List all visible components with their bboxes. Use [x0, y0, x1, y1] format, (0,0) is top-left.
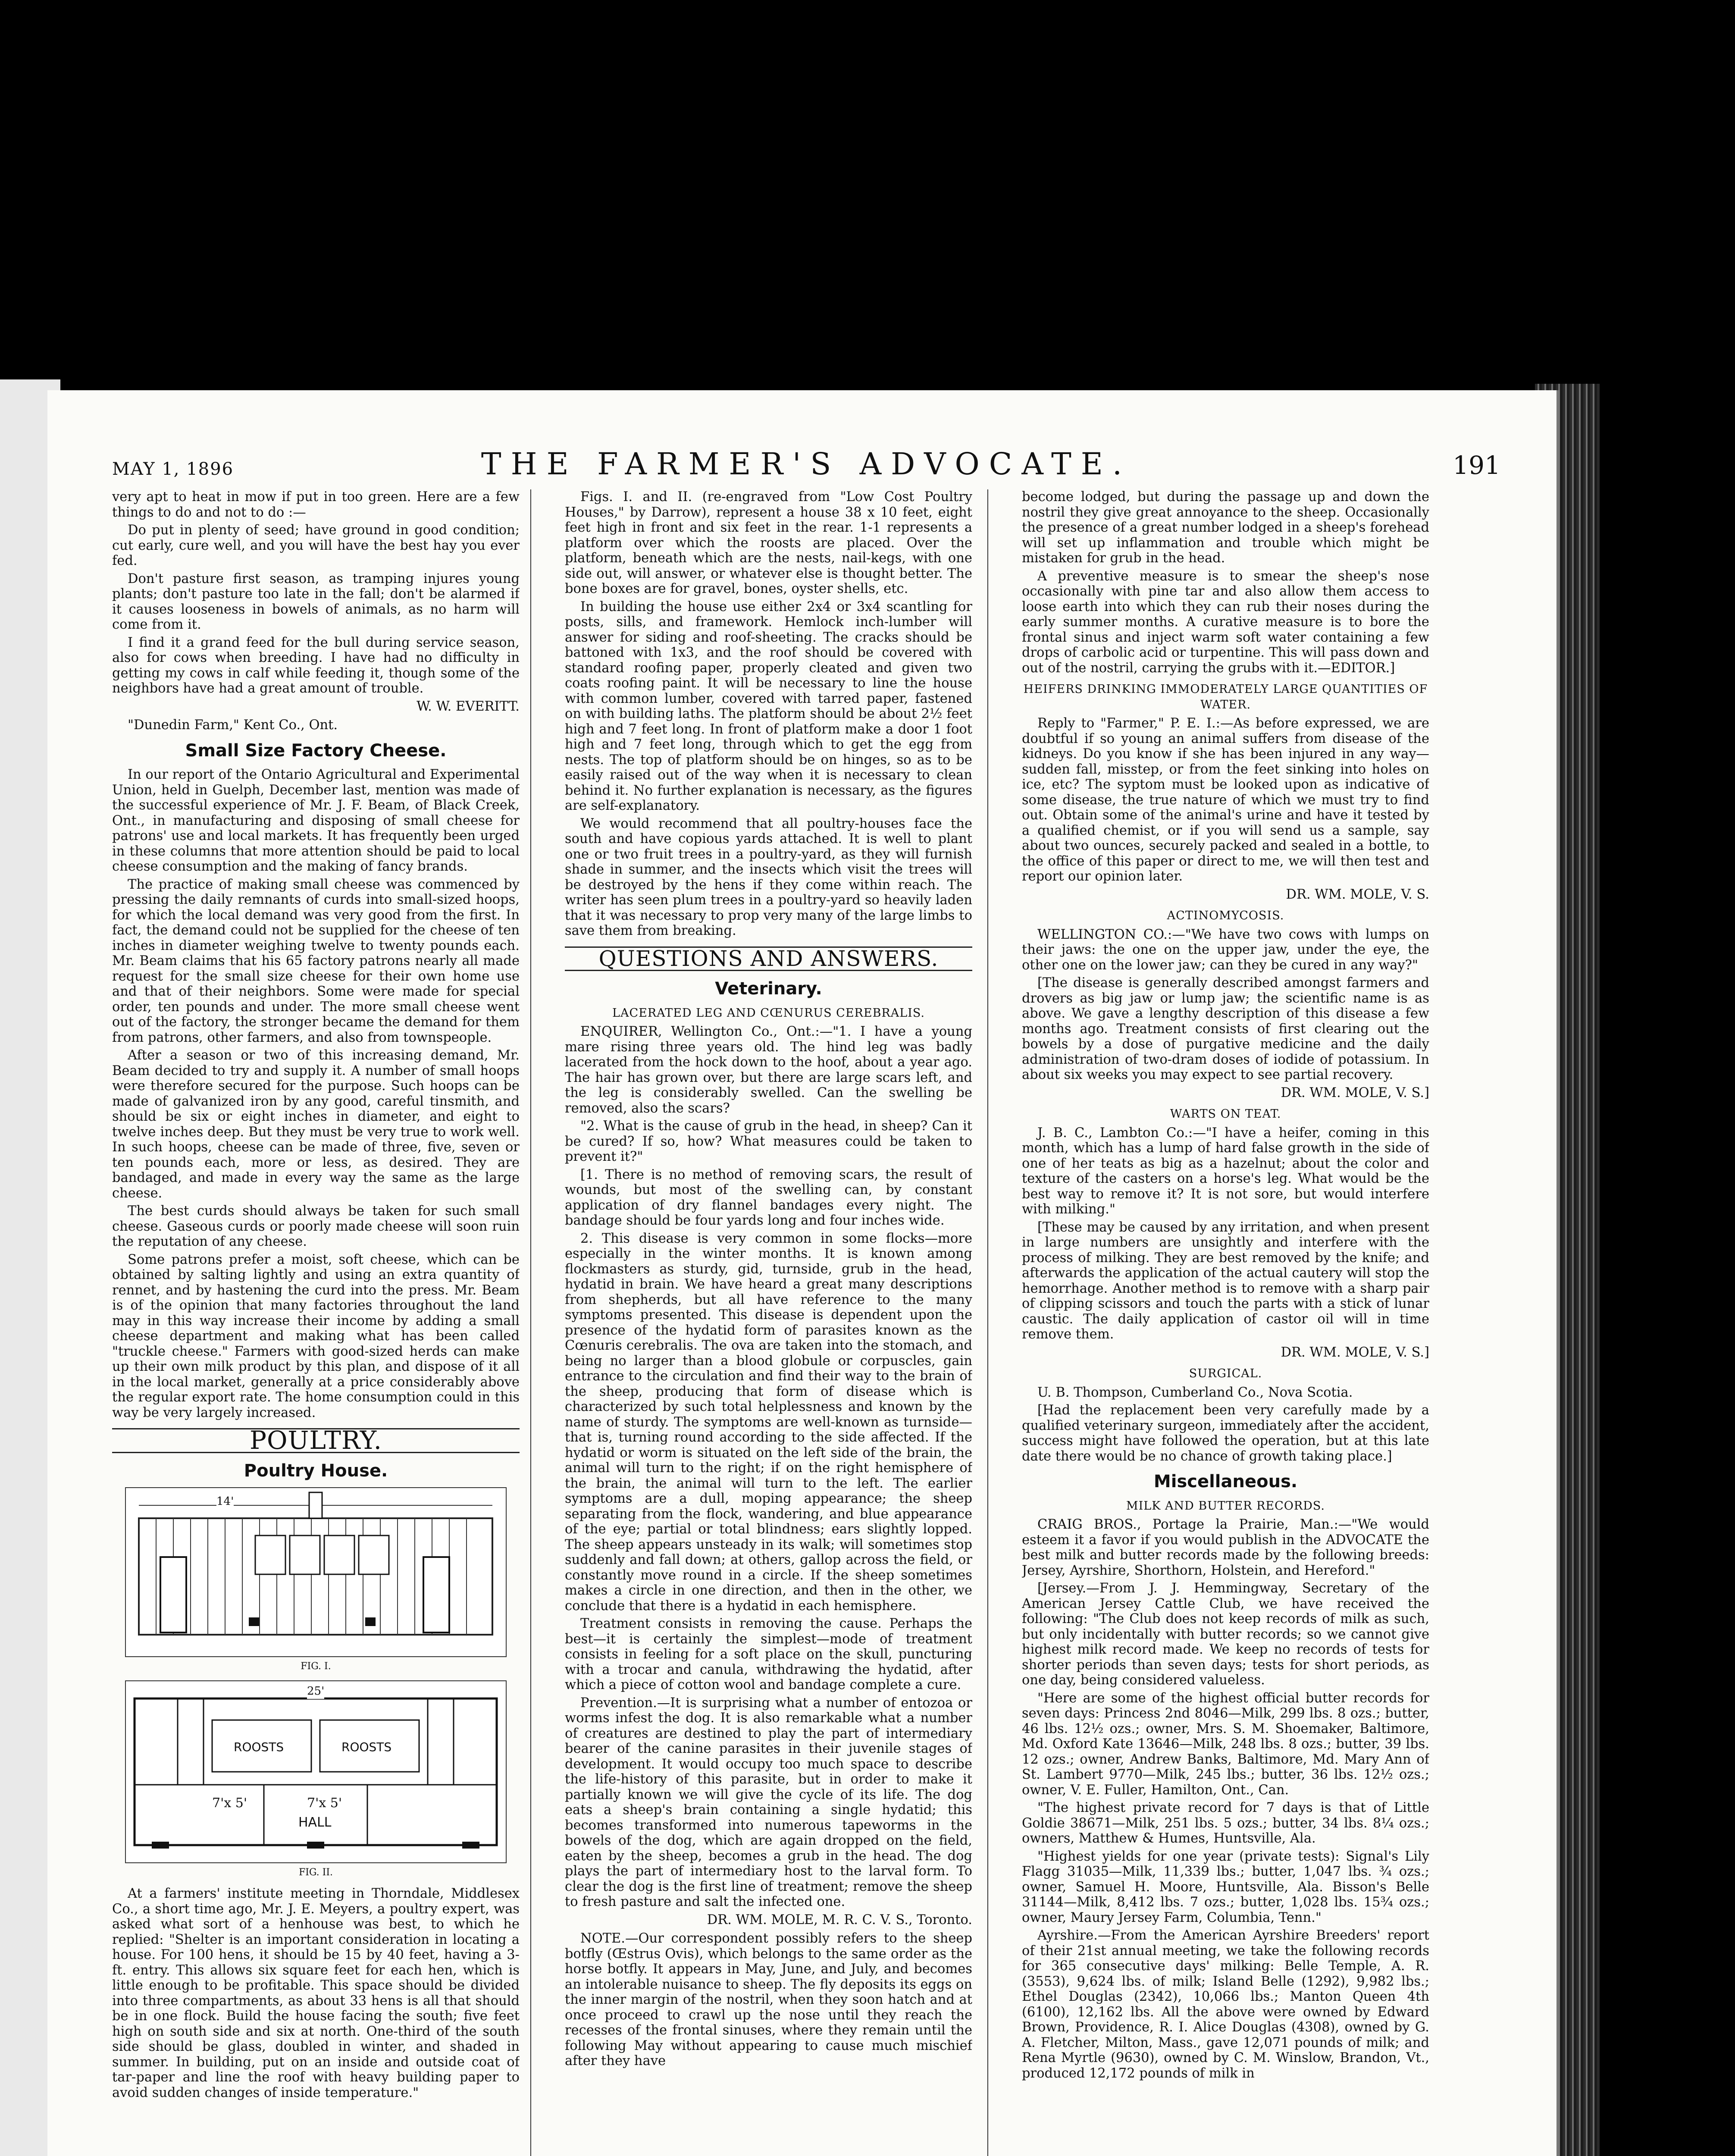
- figure-2-caption: FIG. II.: [298, 1867, 333, 1878]
- signature: DR. WM. MOLE, M. R. C. V. S., Toronto.: [707, 1912, 972, 1927]
- paragraph: The best curds should always be taken for such small cheese. Gaseous curds or poorly made cheese will soon ruin the reputation of any cheese.: [112, 1203, 520, 1249]
- page-header: [112, 446, 1500, 481]
- issue-date: MAY 1, 1896: [112, 459, 234, 479]
- paragraph: CRAIG BROS., Portage la Prairie, Man.:—"We would esteem it a favor if you would publish in the ADVOCATE the best milk and butter records made by the following breeds: Jersey, Ayrshire, Shorthorn, Holstein, and Hereford.": [1022, 1517, 1429, 1578]
- paragraph: Treatment consists in removing the cause. Perhaps the best—it is certainly the simplest—mode of treatment consists in feeling for a soft place on the skull, puncturing with a trocar and canula, withdrawing the hydatid, after which a piece of cotton wool and bandage complete a cure.: [565, 1616, 972, 1692]
- paragraph: "The highest private record for 7 days is that of Little Goldie 38671—Milk, 251 lbs. 5 ozs.; butter, 34 lbs. 8¼ ozs.; owners, Matthew & Humes, Huntsville, Ala.: [1022, 1800, 1429, 1846]
- paragraph: Reply to "Farmer," P. E. I.:—As before expressed, we are doubtful if so young an animal suffers from disease of the kidneys. Do you know if she has been injured in any way—sudden fall, misstep, or from the feet sinking into holes on ice, etc? The syptom must be looked upon as indicative of some disease, the true nature of which we must try to find out. Obtain some of the animal's urine and have it tested by a qualified chemist, or if you will send us a sample, say about two ounces, securely packed and sealed in a bottle, to the office of this paper or direct to me, we will then test and report our opinion later.: [1022, 716, 1429, 884]
- paragraph: become lodged, but during the passage up and down the nostril they give great annoyance to the sheep. Occasionally the presence of a great number lodged in a sheep's forehead will set up inflammation and trouble which might be mistaken for grub in the head.: [1022, 489, 1429, 566]
- paragraph: ENQUIRER, Wellington Co., Ont.:—"1. I have a young mare rising three years old. The hind leg was badly lacerated from the hock down to the hoof, about a year ago. The hair has grown over, but there are large scars left, and the leg is considerably swelled. Can the swelling be removed, also the scars?: [565, 1024, 972, 1116]
- paragraph: "Highest yields for one year (private tests): Signal's Lily Flagg 31035—Milk, 11,339 lbs.; butter, 1,047 lbs. ¾ ozs.; owner, Samuel H. Moore, Huntsville, Ala. Bisson's Belle 31144—Milk, 8,412 lbs. 7 ozs.; butter, 1,028 lbs. 15¾ ozs.; owner, Maury Jersey Farm, Columbia, Tenn.": [1022, 1849, 1429, 1925]
- paragraph: 2. This disease is very common in some flocks—more especially in the winter months. It is known among flockmasters as sturdy, gid, turnside, grub in the head, hydatid in brain. We have heard a great many descriptions from shepherds, but all have reference to the many symptoms presented. This disease is dependent upon the presence of the hydatid form of parasites known as the Cœnuris cerebralis. The ova are taken into the stomach, and being no larger than a blood globule or corpuscles, gain entrance to the circulation and find their way to the brain of the sheep, producing that form of disease which is characterized by such total helplessness and known by the name of sturdy. The symptoms are well-known as turnside—that is, turning round according to the side affected. If the hydatid or worm is situated on the left side of the brain, the animal will turn to the right; if on the right hemisphere of the brain, the animal will turn to the left. The earlier symptoms are a dull, moping appearance; the sheep separating from the flock, wandering, and blue appearance of the eye; partial or total blindness; ears slightly lopped. The sheep appears unsteady in its walk; will sometimes stop suddenly and fall down; at others, gallop across the field, or constantly move round in a circle. If the sheep sometimes makes a circle in one direction, and then in the other, we conclude that there is a hydatid in each hemisphere.: [565, 1231, 972, 1614]
- paragraph: I find it a grand feed for the bull during service season, also for cows when breeding. I have had no difficulty in getting my cows in calf while feeding it, though some of the neighbors have had a great amount of trouble.: [112, 635, 520, 696]
- subsection-heading: Miscellaneous.: [1153, 1472, 1298, 1492]
- paragraph: "2. What is the cause of grub in the head, in sheep? Can it be cured? If so, how? What measures could be taken to prevent it?": [565, 1119, 972, 1164]
- paragraph: After a season or two of this increasing demand, Mr. Beam decided to try and supply it. A number of small hoops were therefore secured for the purpose. Such hoops can be made of galvanized iron by any good, careful tinsmith, and should be six or eight inches in diameter, and eight to twelve inches deep. But they must be very true to work well. In such hoops, cheese can be made of three, five, seven or ten pounds each, more or less, as desired. They are bandaged, and made in every way the same as the large cheese.: [112, 1048, 520, 1201]
- paragraph: WELLINGTON CO.:—"We have two cows with lumps on their jaws: the one on the upper jaw, under the eye, the other one on the lower jaw; can they be cured in any way?": [1022, 927, 1429, 973]
- paragraph: Figs. I. and II. (re-engraved from "Low Cost Poultry Houses," by Darrow), represent a house 38 x 10 feet, eight feet high in front and six feet in the rear. 1-1 represents a platform over which the roosts are placed. Over the platform, beneath which are the nests, nail-kegs, with one side out, will answer, or whatever else is thought better. The bone boxes are for gravel, bones, oyster shells, etc.: [565, 489, 972, 596]
- paragraph: The practice of making small cheese was commenced by pressing the daily remnants of curds into small-sized hoops, for which the local demand was very good from the first. In fact, the demand could not be supplied for the cheese of ten inches in diameter weighing twelve to twenty pounds each. Mr. Beam claims that his 65 factory patrons nearly all made request for the small size cheese for their own home use and that of their neighbors. Some were made for special order, ten pounds and under. The more small cheese went out of the factory, the stronger became the demand for them from patrons, other farmers, and also from townspeople.: [112, 877, 520, 1045]
- paragraph: Ayrshire.—From the American Ayrshire Breeders' report of their 21st annual meeting, we take the following records for 365 consecutive days' milking: Belle Temple, A. R. (3553), 9,624 lbs. of milk; Island Belle (1292), 9,982 lbs.; Ethel Douglas (2342), 10,066 lbs.; Manton Queen 4th (6100), 12,162 lbs. All the above were owned by Edward Brown, Providence, R. I. Alice Douglas (4308), owned by G. A. Fletcher, Milton, Mass., gave 12,071 pounds of milk; and Rena Myrtle (9630), owned by C. M. Winslow, Brandon, Vt., produced 12,172 pounds of milk in: [1022, 1928, 1429, 2081]
- roosts-label-right: ROOSTS: [341, 1739, 392, 1754]
- signature: DR. WM. MOLE, V. S.]: [1281, 1344, 1429, 1360]
- paragraph: At a farmers' institute meeting in Thorndale, Middlesex Co., a short time ago, Mr. J. E. Meyers, a poultry expert, was asked what sort of a henhouse was best, to which he replied: "Shelter is an important consideration in locating a house. For 100 hens, it should be 15 by 40 feet, having a 3-ft. entry. This allows six square feet for each hen, which is little enough to be profitable. This space should be divided into three compartments, as about 33 hens is all that should be in one flock. Build the house facing the south; five feet high on south side and six at north. One-third of the south side should be glass, doubled in winter, and shaded in summer. In building, put on an inside and outside coat of tar-paper and line the roof with heavy building paper to avoid sudden changes of inside temperature.": [112, 1886, 520, 2100]
- column-rule: [530, 489, 531, 2156]
- house-elevation-drawing: [126, 1488, 506, 1656]
- paragraph: A preventive measure is to smear the sheep's nose occasionally with pine tar and also allow them access to loose earth into which they can rub their noses during the early summer months. A curative measure is to bore the frontal sinus and inject warm soft water containing a few drops of carbolic acid or turpentine. This will pass down and out of the nostril, carrying the grubs with it.—EDITOR.]: [1022, 568, 1429, 676]
- hall-label: HALL: [298, 1814, 332, 1830]
- figure-2-floor-plan: [125, 1680, 507, 1863]
- column-2: [565, 489, 972, 2156]
- section-title-poultry: POULTRY.: [112, 1428, 520, 1453]
- paragraph: In our report of the Ontario Agricultural and Experimental Union, held in Guelph, December last, mention was made of the successful experience of Mr. J. F. Beam, of Black Creek, Ont., in manufacturing and disposing of small cheese for patrons' use and local markets. It has frequently been urged in these columns that more attention should be paid to local cheese consumption and the making of fancy brands.: [112, 767, 520, 874]
- paragraph: "Here are some of the highest official butter records for seven days: Princess 2nd 8046—Milk, 299 lbs. 8 ozs.; butter, 46 lbs. 12½ ozs.; owner, Mrs. S. M. Shoemaker, Baltimore, Md. Oxford Kate 13646—Milk, 248 lbs. 8 ozs.; butter, 39 lbs. 12 ozs.; owner, Andrew Banks, Baltimore, Md. Mary Ann of St. Lambert 9770—Milk, 245 lbs.; butter, 36 lbs. 12½ ozs.; owner, V. E. Fuller, Hamilton, Ont., Can.: [1022, 1690, 1429, 1798]
- query-heading: LACERATED LEG AND CŒNURUS CEREBRALIS.: [612, 1006, 925, 1020]
- paragraph: [Had the replacement been very carefully made by a qualified veterinary surgeon, immediately after the accident, success might have followed the operation, but at this late date there would be no chance of growth taking place.]: [1022, 1403, 1429, 1464]
- paragraph: [1. There is no method of removing scars, the result of wounds, but most of the swelling can, by constant application of dry flannel bandages every night. The bandage should be four yards long and four inches wide.: [565, 1167, 972, 1228]
- paragraph: U. B. Thompson, Cumberland Co., Nova Scotia.: [1037, 1385, 1353, 1400]
- paragraph: very apt to heat in mow if put in too green. Here are a few things to do and not to do :—: [112, 489, 520, 520]
- query-heading: MILK AND BUTTER RECORDS.: [1126, 1499, 1325, 1513]
- paragraph: J. B. C., Lambton Co.:—"I have a heifer, coming in this month, which has a lump of hard false growth in the side of one of her teats as big as a hazelnut; about the color and texture of the casters on a horse's leg. What would be the best way to remove it? It is not sore, but would interfere with milking.": [1022, 1125, 1429, 1217]
- query-heading: SURGICAL.: [1189, 1367, 1262, 1380]
- article-heading: Small Size Factory Cheese.: [185, 740, 447, 761]
- room-dimension-right: 7'x 5': [307, 1795, 342, 1811]
- page-number: 191: [1453, 451, 1500, 480]
- paragraph: Don't pasture first season, as tramping injures young plants; don't pasture too late in the fall; don't be alarmed if it causes looseness in bowels of animals, as no harm will come from it.: [112, 571, 520, 632]
- query-heading: HEIFERS DRINKING IMMODERATELY LARGE QUANTITIES OF WATER.: [1023, 683, 1428, 711]
- subsection-heading: Veterinary.: [715, 979, 822, 999]
- signature: DR. WM. MOLE, V. S.: [1286, 887, 1429, 902]
- paragraph: [These may be caused by any irritation, and when present in large numbers are unsightly and interfere with the process of milking. They are best removed by the knife; and afterwards the application of the actual cautery will stop the hemorrhage. Another method is to remove with a sharp pair of clipping scissors and touch the parts with a stick of lunar caustic. The daily application of castor oil will in time remove them.: [1022, 1219, 1429, 1342]
- floor-plan-drawing: [126, 1681, 506, 1862]
- signature: DR. WM. MOLE, V. S.]: [1281, 1085, 1429, 1100]
- paragraph: [The disease is generally described amongst farmers and drovers as big jaw or lump jaw; the scientific name is as above. We gave a lengthy description of this disease a few months ago. Treatment consists of first clearing out the bowels by a dose of purgative medicine and the daily administration of two-dram doses of iodide of potassium. In about six weeks you may expect to see partial recovery.: [1022, 975, 1429, 1082]
- masthead-title: THE FARMER'S ADVOCATE.: [481, 446, 1132, 482]
- figure-1-dimension: 14': [216, 1494, 234, 1510]
- column-1: [112, 489, 520, 2156]
- signature: W. W. EVERITT.: [417, 699, 520, 714]
- figure-1-house-elevation: [125, 1487, 507, 1657]
- paragraph: Some patrons prefer a moist, soft cheese, which can be obtained by salting lightly and using an extra quantity of rennet, and by hastening the curd into the press. Mr. Beam is of the opinion that many factories throughout the land may in this way increase their income by adding a small cheese department and making what has been called "truckle cheese." Farmers with good-sized herds can make up their own milk product by this plan, and dispose of it all in the local market, generally at a price considerably above the regular export rate. The home consumption could in this way be very largely increased.: [112, 1252, 520, 1420]
- paragraph: We would recommend that all poultry-houses face the south and have copious yards attached. It is well to plant one or two fruit trees in a poultry-yard, as they will furnish shade in summer, and the insects which visit the trees will be destroyed by the hens if they come within reach. The writer has seen plum trees in a poultry-yard so heavily laden that it was necessary to prop very many of the large limbs to save them from breaking.: [565, 816, 972, 938]
- query-heading: WARTS ON TEAT.: [1170, 1107, 1281, 1121]
- roosts-label-left: ROOSTS: [234, 1739, 284, 1754]
- paragraph: [Jersey.—From J. J. Hemmingway, Secretary of the American Jersey Cattle Club, we have received the following: "The Club does not keep records of milk as such, but only incidentally with butter records; so we cannot give highest milk record made. We keep no records of tests for shorter periods than seven days; tests for short periods, as one day, being considered valueless.: [1022, 1581, 1429, 1688]
- room-dimension-left: 7'x 5': [212, 1795, 247, 1811]
- figure-2-dimension: 25': [307, 1684, 324, 1699]
- query-heading: ACTINOMYCOSIS.: [1167, 909, 1284, 922]
- column-rule: [987, 489, 988, 2156]
- section-title-questions: QUESTIONS AND ANSWERS.: [565, 946, 972, 971]
- newspaper-page: [47, 390, 1556, 2156]
- column-3: [1022, 489, 1429, 2156]
- paragraph: Do put in plenty of seed; have ground in good condition; cut early, cure well, and you will have the best hay you ever fed.: [112, 523, 520, 568]
- paragraph: NOTE.—Our correspondent possibly refers to the sheep botfly (Œstrus Ovis), which belongs to the same order as the horse botfly. It appears in May, June, and July, and becomes an intolerable nuisance to sheep. The fly deposits its eggs on the inner margin of the nostril, when they soon hatch and at once proceed to crawl up the nose until they reach the recesses of the frontal sinuses, where they remain until the following May without appearing to cause much mischief after they have: [565, 1931, 972, 2068]
- article-heading: Poultry House.: [244, 1460, 388, 1481]
- paragraph: Prevention.—It is surprising what a number of entozoa or worms infest the dog. It is also remarkable what a number of creatures are destined to play the part of intermediary bearer of the canine parasites in their juvenile stages of development. It would occupy too much space to describe the life-history of this parasite, but in order to make it partially known we will give the cycle of its life. The dog eats a sheep's brain containing a single hydatid; this becomes transformed into numerous tapeworms in the bowels of the dog, which are again dropped on the field, eaten by the sheep, becomes a grub in the head. The dog plays the part of intermediary host to the larval form. To clear the dog is the first line of treatment; remove the sheep to fresh pasture and salt the infected one.: [565, 1695, 972, 1909]
- figure-1-caption: FIG. I.: [301, 1661, 331, 1672]
- signature-location: "Dunedin Farm," Kent Co., Ont.: [128, 718, 338, 733]
- paragraph: In building the house use either 2x4 or 3x4 scantling for posts, sills, and framework. Hemlock inch-lumber will answer for siding and roof-sheeting. The cracks should be battoned with 1x3, and the roof should be covered with standard roofing paper, properly cleated and given two coats roofing paint. It will be necessary to line the house with common lumber, covered with tarred paper, fastened on with building laths. The platform should be about 2½ feet high and 7 feet long. In front of platform make a door 1 foot high and 7 feet long, through which to get the egg from nests. The top of platform should be on hinges, so as to be easily raised out of the way when it is necessary to clean behind it. No further explanation is necessary, as the figures are self-explanatory.: [565, 599, 972, 813]
